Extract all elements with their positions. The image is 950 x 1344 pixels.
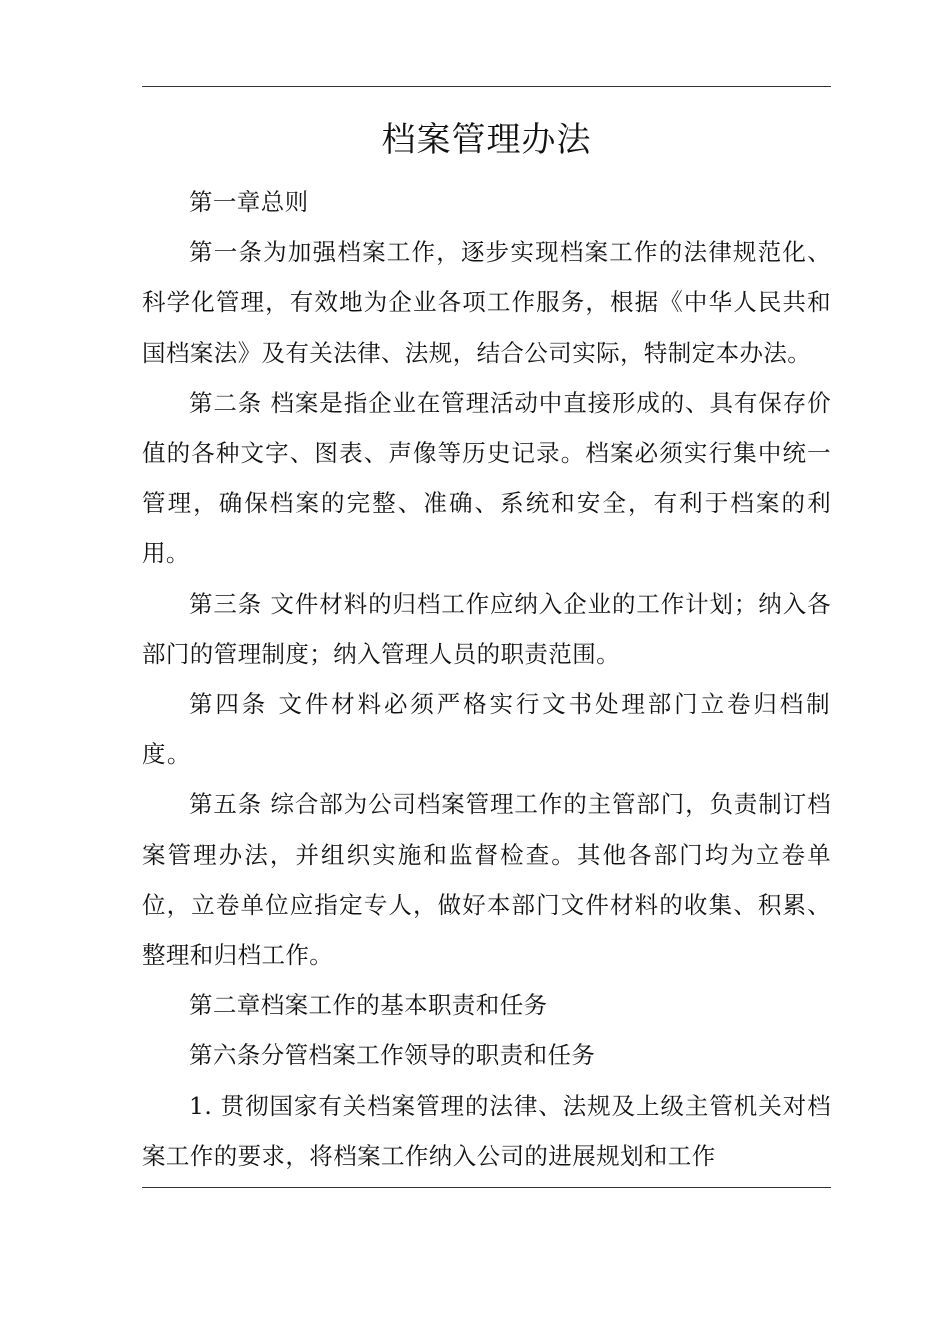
document-title: 档案管理办法 xyxy=(381,120,592,160)
article-1-paragraph: 第一条为加强档案工作，逐步实现档案工作的法律规范化、科学化管理，有效地为企业各项工作服务，根据《中华人民共和国档案法》及有关法律、法规，结合公司实际，特制定本办法。 xyxy=(142,238,831,367)
article-6-item-1: 1. 贯彻国家有关档案管理的法律、法规及上级主管机关对档案工作的要求，将档案工作纳入公司的进展规划和工作 xyxy=(142,1091,831,1170)
footer-rule xyxy=(142,1187,831,1188)
article-2-paragraph: 第二条 档案是指企业在管理活动中直接形成的、具有保存价值的各种文字、图表、声像等历史记录。档案必须实行集中统一管理，确保档案的完整、准确、系统和安全，有利于档案的利用。 xyxy=(142,388,831,568)
article-6-paragraph: 第六条分管档案工作领导的职责和任务 xyxy=(189,1041,596,1070)
document-body xyxy=(142,177,831,1181)
article-3-paragraph: 第三条 文件材料的归档工作应纳入企业的工作计划；纳入各部门的管理制度；纳入管理人员的职责范围。 xyxy=(142,589,831,668)
header-rule xyxy=(142,86,831,87)
article-5-paragraph: 第五条 综合部为公司档案管理工作的主管部门，负责制订档案管理办法，并组织实施和监督检查。其他各部门均为立卷单位，立卷单位应指定专人，做好本部门文件材料的收集、积累、整理和归档工作。 xyxy=(142,790,831,970)
chapter-2-heading: 第二章档案工作的基本职责和任务 xyxy=(189,991,548,1020)
article-4-paragraph: 第四条 文件材料必须严格实行文书处理部门立卷归档制度。 xyxy=(142,690,831,769)
chapter-1-heading: 第一章总则 xyxy=(189,188,309,216)
